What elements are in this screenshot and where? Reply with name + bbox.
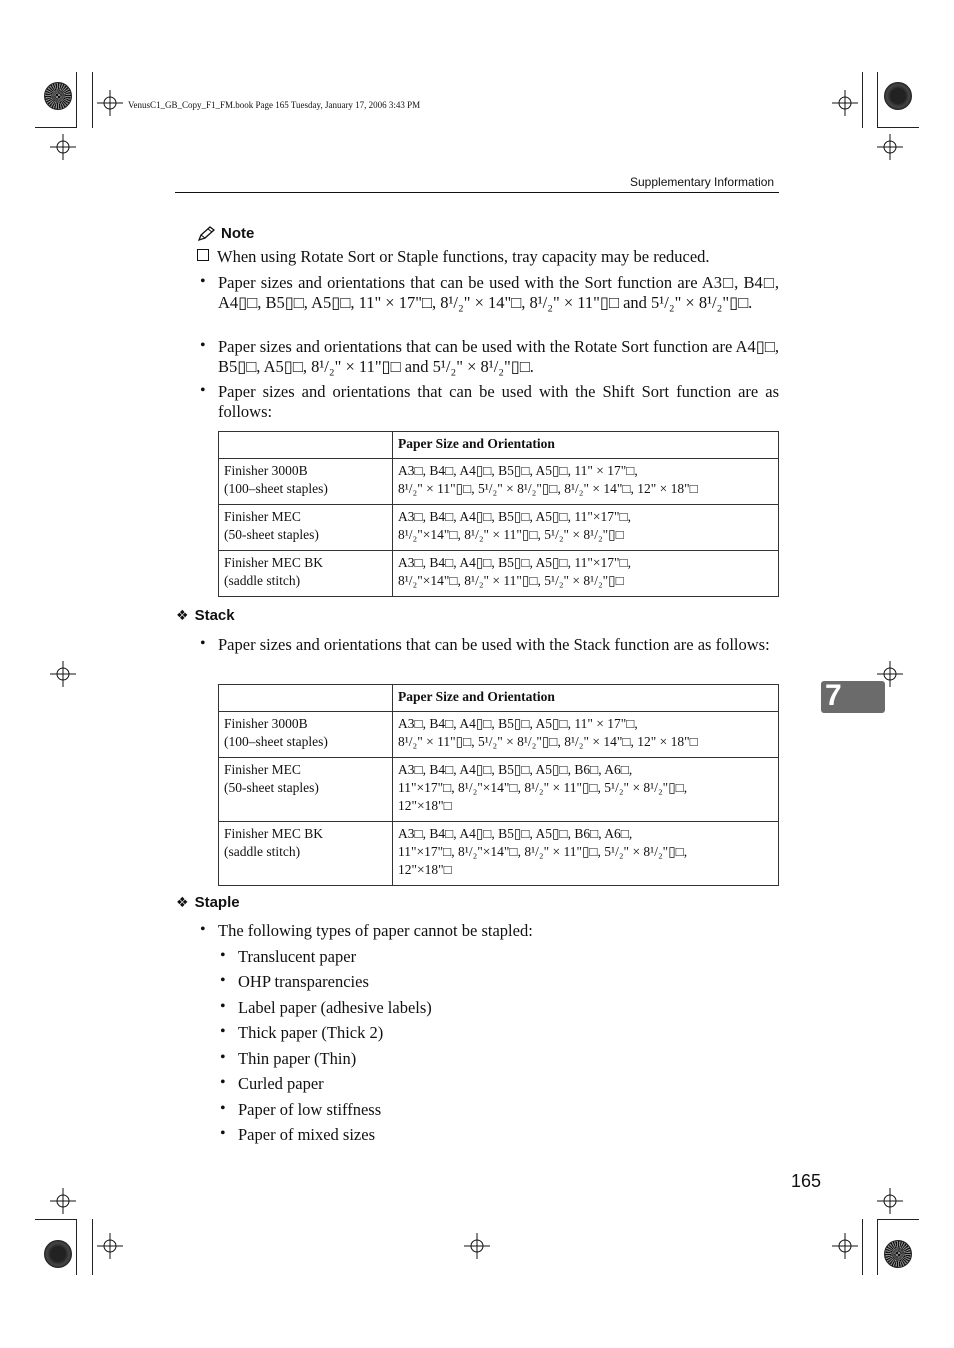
- stack-bullet: Paper sizes and orientations that can be used with the Stack function are as follows:: [218, 635, 770, 654]
- staple-bullet: The following types of paper cannot be stapled:: [218, 921, 533, 940]
- registration-rosette-icon: [884, 1240, 912, 1268]
- bullet-icon: •: [200, 382, 206, 399]
- table-header-cell: [219, 432, 393, 459]
- stack-table: [218, 684, 779, 886]
- staple-heading: [176, 894, 240, 911]
- registration-rosette-icon: [884, 82, 912, 110]
- finisher-sub: (saddle stitch): [224, 573, 301, 588]
- header-divider: [175, 192, 779, 193]
- bullet-icon: •: [220, 1049, 226, 1066]
- stack-heading: [176, 607, 235, 624]
- bullet-icon: •: [220, 947, 226, 964]
- finisher-name: Finisher 3000B: [224, 716, 308, 731]
- paper-sizes-cell: [393, 505, 779, 551]
- paper-sizes-cell: [393, 459, 779, 505]
- crosshair-icon: [50, 661, 76, 687]
- table-header-cell: [219, 685, 393, 712]
- bullet-icon: •: [200, 635, 206, 652]
- crosshair-icon: [877, 134, 903, 160]
- list-item: Translucent paper: [238, 947, 357, 966]
- chapter-number: 7: [825, 679, 842, 712]
- note-bullet: Paper sizes and orientations that can be used with the Rotate Sort function are A4▯□, B5▯□, A5▯□, 8¹/₂" × 11"▯□ and 5¹/₂" × 8¹/₂"▯□.: [218, 337, 779, 376]
- finisher-name: Finisher MEC BK: [224, 826, 324, 841]
- finisher-cell: [219, 712, 393, 758]
- bullet-icon: •: [220, 1100, 226, 1117]
- finisher-sub: (50-sheet staples): [224, 780, 319, 795]
- sizes-line: A3□, B4□, A4▯□, B5▯□, A5▯□, 11"×17"□,: [398, 509, 631, 524]
- finisher-cell: [219, 505, 393, 551]
- crosshair-icon: [832, 90, 858, 116]
- bullet-icon: •: [220, 972, 226, 989]
- sizes-line: A3□, B4□, A4▯□, B5▯□, A5▯□, 11"×17"□,: [398, 555, 631, 570]
- paper-sizes-cell: [393, 822, 779, 886]
- finisher-name: Finisher MEC BK: [224, 555, 324, 570]
- bullet-icon: •: [200, 921, 206, 938]
- bullet-icon: •: [200, 337, 206, 354]
- checkbox-icon: [197, 249, 209, 261]
- finisher-sub: (100–sheet staples): [224, 481, 328, 496]
- registration-rosette-icon: [44, 1240, 72, 1268]
- finisher-sub: (saddle stitch): [224, 844, 301, 859]
- finisher-name: Finisher MEC: [224, 762, 301, 777]
- sizes-line: A3□, B4□, A4▯□, B5▯□, A5▯□, B6□, A6□,: [398, 762, 633, 777]
- finisher-name: Finisher 3000B: [224, 463, 308, 478]
- table-row: [219, 822, 779, 886]
- sizes-line: 11"×17"□, 8¹/₂"×14"□, 8¹/₂" × 11"▯□, 5¹/₂" × 8¹/₂"▯□,: [398, 844, 688, 859]
- bullet-icon: •: [220, 998, 226, 1015]
- table-header-cell: Paper Size and Orientation: [393, 432, 779, 459]
- crosshair-icon: [877, 1188, 903, 1214]
- sizes-line: 8¹/₂"×14"□, 8¹/₂" × 11"▯□, 5¹/₂" × 8¹/₂"▯□: [398, 527, 624, 542]
- bullet-icon: •: [220, 1125, 226, 1142]
- table-row: [219, 758, 779, 822]
- bullet-icon: •: [220, 1023, 226, 1040]
- bullet-icon: •: [200, 273, 206, 290]
- finisher-cell: [219, 822, 393, 886]
- note-checkbox-text: When using Rotate Sort or Staple functions, tray capacity may be reduced.: [217, 247, 710, 266]
- bullet-icon: •: [220, 1074, 226, 1091]
- note-heading-label: Note: [221, 225, 255, 242]
- table-row: [219, 505, 779, 551]
- finisher-sub: (100–sheet staples): [224, 734, 328, 749]
- crosshair-icon: [832, 1233, 858, 1259]
- paper-sizes-cell: [393, 758, 779, 822]
- finisher-name: Finisher MEC: [224, 509, 301, 524]
- sizes-line: 8¹/₂" × 11"▯□, 5¹/₂" × 8¹/₂"▯□, 8¹/₂" × 14"□, 12" × 18"□: [398, 481, 698, 496]
- list-item: Thick paper (Thick 2): [238, 1023, 384, 1042]
- sizes-line: A3□, B4□, A4▯□, B5▯□, A5▯□, 11" × 17"□,: [398, 716, 638, 731]
- table-header-row: [219, 432, 779, 459]
- page-number: 165: [791, 1171, 822, 1191]
- sizes-line: 11"×17"□, 8¹/₂"×14"□, 8¹/₂" × 11"▯□, 5¹/₂" × 8¹/₂"▯□,: [398, 780, 688, 795]
- list-item: Paper of low stiffness: [238, 1100, 382, 1119]
- list-item: Label paper (adhesive labels): [238, 998, 432, 1017]
- crosshair-icon: [97, 90, 123, 116]
- sizes-line: A3□, B4□, A4▯□, B5▯□, A5▯□, 11" × 17"□,: [398, 463, 638, 478]
- note-heading: [197, 225, 254, 242]
- pencil-icon: [197, 226, 217, 242]
- shift-sort-table: [218, 431, 779, 597]
- finisher-cell: [219, 551, 393, 597]
- table-row: [219, 551, 779, 597]
- table-row: [219, 459, 779, 505]
- list-item: Thin paper (Thin): [238, 1049, 357, 1068]
- table-header-cell: Paper Size and Orientation: [393, 685, 779, 712]
- stack-heading-label: Stack: [194, 607, 235, 624]
- crosshair-icon: [97, 1233, 123, 1259]
- note-bullet: Paper sizes and orientations that can be used with the Shift Sort function are as follows:: [218, 382, 779, 421]
- crosshair-icon: [464, 1233, 490, 1259]
- staple-heading-label: Staple: [194, 894, 240, 911]
- print-file-info: VenusC1_GB_Copy_F1_FM.book Page 165 Tuesday, January 17, 2006 3:43 PM: [128, 100, 421, 110]
- table-row: [219, 712, 779, 758]
- section-title: Supplementary Information: [630, 175, 775, 189]
- sizes-line: A3□, B4□, A4▯□, B5▯□, A5▯□, B6□, A6□,: [398, 826, 633, 841]
- sizes-line: 12"×18"□: [398, 862, 452, 877]
- sizes-line: 12"×18"□: [398, 798, 452, 813]
- list-item: Paper of mixed sizes: [238, 1125, 376, 1144]
- finisher-sub: (50-sheet staples): [224, 527, 319, 542]
- finisher-cell: [219, 459, 393, 505]
- note-checkbox-item: [197, 247, 787, 267]
- paper-sizes-cell: [393, 712, 779, 758]
- table-header-row: [219, 685, 779, 712]
- crosshair-icon: [50, 134, 76, 160]
- sizes-line: 8¹/₂"×14"□, 8¹/₂" × 11"▯□, 5¹/₂" × 8¹/₂"▯□: [398, 573, 624, 588]
- crosshair-icon: [50, 1188, 76, 1214]
- sizes-line: 8¹/₂" × 11"▯□, 5¹/₂" × 8¹/₂"▯□, 8¹/₂" × 14"□, 12" × 18"□: [398, 734, 698, 749]
- list-item: Curled paper: [238, 1074, 324, 1093]
- list-item: OHP transparencies: [238, 972, 369, 991]
- note-bullet: Paper sizes and orientations that can be used with the Sort function are A3□, B4□, A4▯□, B5▯□, A5▯□, 11" × 17"□, 8¹/₂" × 14"□, 8¹/₂" × 11"▯□ and 5¹/₂" × 8¹/₂"▯□.: [218, 273, 779, 312]
- registration-rosette-icon: [44, 82, 72, 110]
- diamond-icon: ❖: [176, 894, 189, 910]
- diamond-icon: ❖: [176, 607, 189, 623]
- paper-sizes-cell: [393, 551, 779, 597]
- finisher-cell: [219, 758, 393, 822]
